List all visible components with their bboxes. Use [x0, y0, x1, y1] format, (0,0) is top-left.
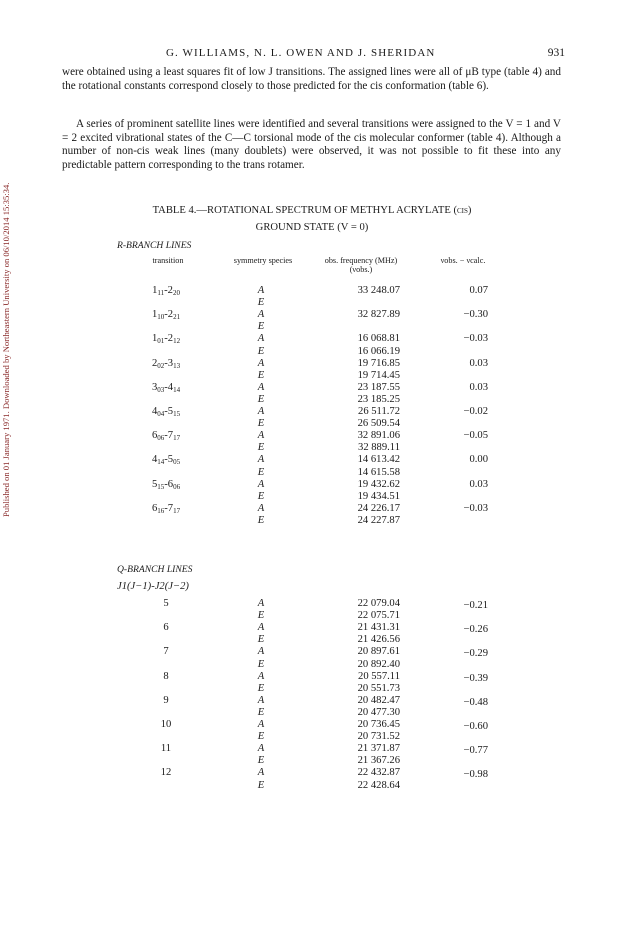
- deviation-cell: −0.03: [463, 502, 488, 514]
- table-row: [0, 719, 624, 731]
- transition-subscript: 15: [157, 482, 165, 491]
- col-frequency-label: obs. frequency (MHz): [324, 256, 398, 265]
- symmetry-cell: E: [257, 418, 265, 430]
- symmetry-cell: A: [257, 670, 265, 682]
- frequency-cell: 20 482.47: [357, 694, 400, 706]
- symmetry-cell: A: [257, 767, 265, 779]
- frequency-cell: 16 068.81: [357, 333, 400, 345]
- col-deviation-header: νobs. − νcalc.: [440, 256, 486, 265]
- transition-subscript: 20: [172, 289, 180, 297]
- table-row: [0, 610, 624, 622]
- q-branch-sublabel: J1(J−1)-J2(J−2): [117, 581, 189, 592]
- frequency-cell: 20 736.45: [357, 719, 400, 730]
- transition-cell: $4_{04}-5_{15}$: [151, 406, 181, 418]
- symmetry-cell: A: [257, 478, 265, 490]
- table-row: [0, 634, 624, 646]
- table-row: [0, 659, 624, 671]
- frequency-cell: 16 066.19: [357, 345, 400, 357]
- symmetry-cell: A: [257, 743, 265, 755]
- deviation-cell: −0.39: [463, 672, 488, 684]
- symmetry-cell: A: [257, 454, 265, 466]
- table-row: [0, 321, 624, 333]
- symmetry-cell: E: [257, 610, 265, 622]
- transition-subscript: 10: [157, 313, 165, 322]
- symmetry-cell: A: [257, 357, 265, 369]
- table-row: [0, 346, 624, 358]
- frequency-cell: 24 227.87: [357, 514, 400, 526]
- paragraph-2: A series of prominent satellite lines were identified and several transitions were assigned to the V = 1 and V = 2 excited vibrational states of the C—C torsional mode of the cis molecular conformer (table 4). Although a number of non-cis weak lines (many doublets) were observed, it was not possible to fit these into any predictable pattern corresponding to the trans rotamer.: [62, 118, 561, 171]
- frequency-cell: 20 731.52: [357, 731, 400, 743]
- frequency-cell: 20 892.40: [357, 658, 400, 670]
- deviation-cell: 0.03: [469, 478, 488, 490]
- table-row: [0, 382, 624, 394]
- j-value-cell: 8: [163, 670, 169, 682]
- transition-cell: $4_{14}-5_{05}$: [151, 454, 181, 467]
- transition-subscript: 15: [173, 410, 181, 418]
- transition-subscript: 06: [173, 482, 181, 491]
- table-title: TABLE 4.—ROTATIONAL SPECTRUM OF METHYL ACRYLATE (cis): [152, 205, 472, 216]
- frequency-cell: 21 367.26: [357, 755, 400, 767]
- deviation-cell: −0.77: [463, 745, 488, 757]
- symmetry-cell: E: [257, 514, 265, 526]
- j-value-cell: 7: [163, 646, 169, 658]
- frequency-cell: 14 613.42: [357, 454, 400, 466]
- frequency-cell: 21 426.56: [357, 634, 400, 646]
- frequency-cell: 32 891.06: [357, 430, 400, 442]
- table-row: [0, 406, 624, 418]
- symmetry-cell: E: [257, 779, 265, 791]
- transition-subscript: 03: [157, 385, 165, 394]
- frequency-cell: 21 371.87: [357, 743, 400, 755]
- symmetry-cell: A: [257, 333, 265, 345]
- table-row: [0, 297, 624, 309]
- col-frequency-header: [306, 256, 416, 274]
- frequency-cell: 20 477.30: [357, 706, 400, 718]
- symmetry-cell: A: [257, 694, 265, 706]
- frequency-cell: 19 714.45: [357, 369, 400, 381]
- table-row: [0, 780, 624, 792]
- deviation-cell: 0.03: [469, 357, 488, 369]
- table-row: [0, 370, 624, 382]
- transition-subscript: 05: [173, 458, 181, 467]
- table-row: [0, 418, 624, 430]
- table-row: [0, 285, 624, 297]
- table-row: [0, 358, 624, 370]
- frequency-cell: 23 185.25: [357, 393, 400, 405]
- table-row: [0, 467, 624, 479]
- table-row: [0, 515, 624, 527]
- transition-cell: $1_{01}-2_{12}$: [151, 333, 181, 346]
- running-header: [60, 47, 565, 61]
- j-value-cell: 12: [160, 767, 172, 779]
- transition-subscript: 16: [157, 506, 165, 515]
- table-row: [0, 646, 624, 658]
- table-row: [0, 755, 624, 767]
- symmetry-cell: E: [257, 369, 265, 381]
- table-row: [0, 491, 624, 503]
- deviation-cell: −0.21: [463, 600, 488, 611]
- page-number: 931: [547, 47, 565, 59]
- table-row: [0, 671, 624, 683]
- table-row: [0, 309, 624, 321]
- symmetry-cell: A: [257, 502, 265, 514]
- table-row: [0, 430, 624, 442]
- q-branch-heading: Q-BRANCH LINES: [117, 564, 193, 575]
- symmetry-cell: E: [257, 755, 265, 767]
- deviation-cell: −0.05: [463, 430, 488, 442]
- frequency-cell: 23 187.55: [357, 381, 400, 393]
- transition-cell: $3_{03}-4_{14}$: [151, 381, 181, 394]
- transition-cell: $2_{02}-3_{13}$: [151, 357, 181, 370]
- transition-subscript: 14: [157, 458, 165, 467]
- symmetry-cell: E: [257, 297, 265, 309]
- j-value-cell: 9: [163, 694, 169, 706]
- symmetry-cell: A: [257, 381, 265, 393]
- frequency-cell: 32 827.89: [357, 309, 400, 321]
- frequency-cell: 22 075.71: [357, 610, 400, 622]
- col-frequency-sublabel: (νobs.): [349, 265, 373, 274]
- frequency-cell: 19 716.85: [357, 357, 400, 369]
- table-row: [0, 503, 624, 515]
- deviation-cell: −0.02: [463, 406, 488, 417]
- frequency-cell: 20 557.11: [358, 670, 400, 682]
- symmetry-cell: A: [257, 622, 265, 634]
- symmetry-cell: E: [257, 682, 265, 694]
- col-transition-header: transition: [152, 256, 184, 265]
- deviation-cell: −0.26: [463, 624, 488, 636]
- transition-cell: $6_{16}-7_{17}$: [151, 502, 181, 515]
- frequency-cell: 14 615.58: [357, 466, 400, 478]
- table-row: [0, 707, 624, 719]
- j-value-cell: 10: [160, 719, 172, 730]
- table-row: [0, 394, 624, 406]
- table-row: [0, 743, 624, 755]
- table-row: [0, 731, 624, 743]
- frequency-cell: 19 432.62: [357, 478, 400, 490]
- deviation-cell: −0.98: [463, 769, 488, 781]
- transition-subscript: 02: [157, 361, 165, 370]
- transition-cell: $6_{06}-7_{17}$: [151, 430, 181, 443]
- frequency-cell: 32 889.11: [358, 442, 400, 454]
- symmetry-cell: E: [257, 466, 265, 478]
- header-authors: G. WILLIAMS, N. L. OWEN AND J. SHERIDAN: [166, 47, 436, 59]
- table-row: [0, 454, 624, 466]
- deviation-cell: 0.03: [469, 381, 488, 393]
- symmetry-cell: E: [257, 658, 265, 670]
- table-row: [0, 479, 624, 491]
- deviation-cell: 0.07: [469, 285, 488, 296]
- symmetry-cell: A: [257, 406, 265, 417]
- frequency-cell: 26 511.72: [358, 406, 400, 417]
- table-row: [0, 622, 624, 634]
- frequency-cell: 19 434.51: [357, 490, 400, 502]
- j-value-cell: 6: [163, 622, 169, 634]
- table-row: [0, 683, 624, 695]
- frequency-cell: 22 432.87: [357, 767, 400, 779]
- transition-cell: $1_{10}-2_{21}$: [151, 309, 181, 322]
- deviation-cell: −0.29: [463, 648, 488, 660]
- frequency-cell: 20 551.73: [357, 682, 400, 694]
- symmetry-cell: E: [257, 490, 265, 502]
- frequency-cell: 22 428.64: [357, 779, 400, 791]
- table-row: [0, 442, 624, 454]
- col-symmetry-header: symmetry species: [233, 256, 293, 265]
- deviation-cell: −0.60: [463, 721, 488, 732]
- transition-subscript: 06: [157, 434, 165, 443]
- frequency-cell: 20 897.61: [357, 646, 400, 658]
- table-row: [0, 767, 624, 779]
- paragraph-1: were obtained using a least squares fit of low J transitions. The assigned lines were all of μB type (table 4) and the rotational constants correspond closely to those predicted for the cis conformation (table 6).: [62, 66, 561, 92]
- symmetry-cell: E: [257, 731, 265, 743]
- symmetry-cell: A: [257, 309, 265, 321]
- symmetry-cell: E: [257, 442, 265, 454]
- symmetry-cell: E: [257, 393, 265, 405]
- symmetry-cell: E: [257, 634, 265, 646]
- symmetry-cell: A: [257, 646, 265, 658]
- transition-subscript: 12: [173, 337, 181, 346]
- transition-subscript: 11: [157, 289, 165, 297]
- symmetry-cell: A: [257, 285, 265, 296]
- symmetry-cell: A: [257, 430, 265, 442]
- transition-subscript: 17: [173, 434, 181, 443]
- transition-cell: $5_{15}-6_{06}$: [151, 478, 181, 491]
- table-row: [0, 598, 624, 610]
- transition-subscript: 04: [157, 410, 165, 418]
- frequency-cell: 21 431.31: [357, 622, 400, 634]
- deviation-cell: −0.48: [463, 696, 488, 708]
- frequency-cell: 22 079.04: [357, 598, 400, 609]
- symmetry-cell: A: [257, 598, 265, 609]
- frequency-cell: 33 248.07: [357, 285, 400, 296]
- frequency-cell: 26 509.54: [357, 418, 400, 430]
- symmetry-cell: E: [257, 345, 265, 357]
- download-watermark: Published on 01 January 1971. Downloaded by Northeastern University on 06/10/2014 15:35:34.: [1, 182, 11, 517]
- table-subtitle: GROUND STATE (V = 0): [255, 222, 369, 233]
- deviation-cell: 0.00: [469, 454, 488, 466]
- transition-subscript: 14: [173, 385, 181, 394]
- table-row: [0, 695, 624, 707]
- frequency-cell: 24 226.17: [357, 502, 400, 514]
- symmetry-cell: E: [257, 321, 265, 333]
- deviation-cell: −0.03: [463, 333, 488, 345]
- symmetry-cell: A: [257, 719, 265, 730]
- transition-subscript: 01: [157, 337, 165, 346]
- transition-subscript: 17: [173, 506, 181, 515]
- transition-subscript: 13: [173, 361, 181, 370]
- table-row: [0, 333, 624, 345]
- r-branch-heading: R-BRANCH LINES: [117, 240, 192, 251]
- j-value-cell: 11: [160, 743, 172, 755]
- transition-cell: $1_{11}-2_{20}$: [152, 285, 180, 297]
- j-value-cell: 5: [163, 598, 169, 609]
- deviation-cell: −0.30: [463, 309, 488, 321]
- transition-subscript: 21: [173, 313, 181, 322]
- symmetry-cell: E: [257, 706, 265, 718]
